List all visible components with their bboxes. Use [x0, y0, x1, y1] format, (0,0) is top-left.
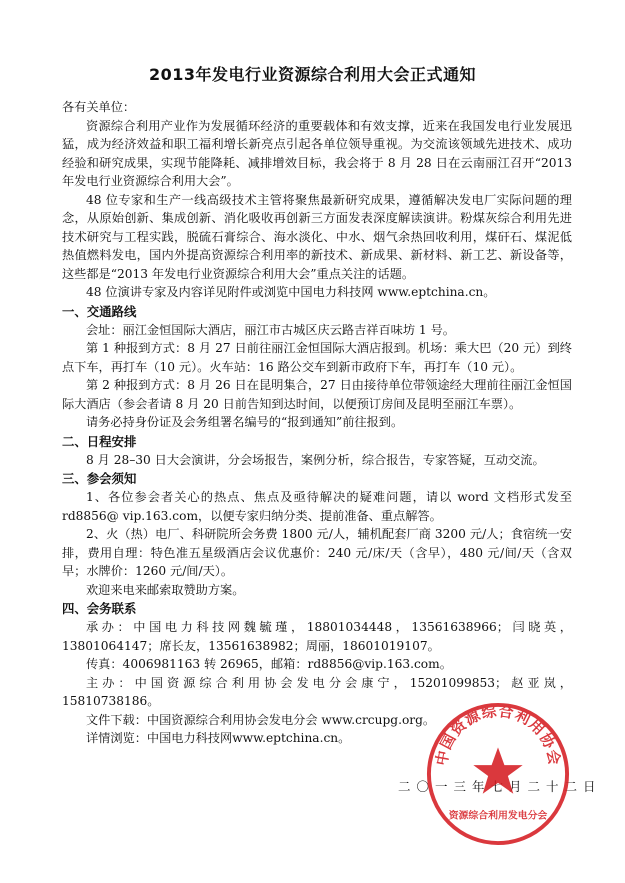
document-title: 2013年发电行业资源综合利用大会正式通知 [148, 65, 477, 84]
contact-host: 主办：中国资源综合利用协会发电分会康宁，15201099853；赵亚岚，15810738186。 [62, 675, 572, 708]
salutation: 各有关单位： [62, 100, 136, 114]
contact-organizer: 承办：中国电力科技网魏毓瑾，18801034448，13561638966；闫晓英，13801064147；席长友，13561638982；周丽，18601019107。 [62, 620, 572, 653]
intro-paragraph-2: 48 位专家和生产一线高级技术主管将聚焦最新研究成果，遵循解决发电厂实际问题的理念，从原始创新、集成创新、消化吸收再创新三方面发表深度解读演讲。粉煤灰综合利用先进技术研究与工程实践，脱硫石膏综合、海水淡化、中水、烟气余热回收利用，煤矸石、煤泥低热值燃料发电，国内外提高资源综合利用率的新技术、新成果、新材料、新工艺、新设备等，这些都是“2013 年发电行业资源综合利用大会”重点关注的话题。 [62, 192, 572, 281]
intro-paragraph-3: 48 位演讲专家及内容详见附件或浏览中国电力科技网 www.eptchina.cn。 [86, 285, 496, 299]
official-seal [424, 700, 572, 848]
section-heading-transport: 一、交通路线 [62, 303, 137, 319]
route-option-2: 第 2 种报到方式：8 月 26 日在昆明集合，27 日由接待单位带领途经大理前往丽江金恒国际大酒店（参会者请 8 月 20 日前告知到达时间，以便预订房间及昆明至丽江车票）。 [62, 378, 572, 411]
document-date: 二〇一三年七月二十二日 [398, 779, 602, 794]
document-body [62, 98, 572, 748]
contact-browse: 详情浏览：中国电力科技网www.eptchina.cn。 [86, 731, 351, 745]
seal-text-bottom: 资源综合利用发电分会 [448, 810, 548, 822]
contact-download: 文件下载：中国资源综合利用协会发电分会 www.crcupg.org。 [86, 712, 436, 727]
notice-item-1: 1、各位参会者关心的热点、焦点及亟待解决的疑难问题，请以 word 文档形式发至 rd8856@ vip.163.com，以便专家归纳分类、提前准备、重点解答。 [62, 490, 572, 523]
intro-paragraph-1: 资源综合利用产业作为发展循环经济的重要载体和有效支撑，近来在我国发电行业发展迅猛，成为经济效益和职工福利增长新亮点引起各单位领导重视。为交流该领域先进技术、成功经验和研究成果，实现节能降耗、减排增效目标，我会将于 8 月 28 日在云南丽江召开“2013 年发电行业资源综合利用大会”。 [62, 118, 572, 188]
section-heading-contact: 四、会务联系 [62, 601, 137, 616]
venue-text: 会址：丽江金恒国际大酒店，丽江市古城区庆云路吉祥百味坊 1 号。 [86, 322, 455, 337]
section-heading-schedule: 二、日程安排 [62, 433, 137, 449]
seal-text-top: 中国资源综合利用协会 [433, 702, 563, 767]
notice-item-3: 欢迎来电来邮索取赞助方案。 [86, 582, 245, 597]
contact-fax-email: 传真：4006981163 转 26965，邮箱：rd8856@vip.163.com。 [86, 657, 452, 671]
route-option-1: 第 1 种报到方式：8 月 27 日前往丽江金恒国际大酒店报到。机场：乘大巴（20 元）到终点下车，再打车（10 元）。火车站：16 路公交车到新市政府下车，再打车（10 元）。 [62, 341, 572, 374]
route-note: 请务必持身份证及会务组署名编号的“报到通知”前往报到。 [86, 415, 404, 429]
notice-item-2: 2、火（热）电厂、科研院所会务费 1800 元/人，辅机配套厂商 3200 元/人；食宿统一安排，费用自理：特色准五星级酒店会议优惠价：240 元/床/天（含早），480 元/间/天（含双早；水牌价：1260 元/间/天）。 [62, 527, 572, 578]
star-icon [473, 747, 522, 793]
schedule-text: 8 月 28–30 日大会演讲，分会场报告，案例分析，综合报告，专家答疑，互动交流。 [86, 452, 545, 467]
section-heading-notice: 三、参会须知 [62, 471, 137, 486]
